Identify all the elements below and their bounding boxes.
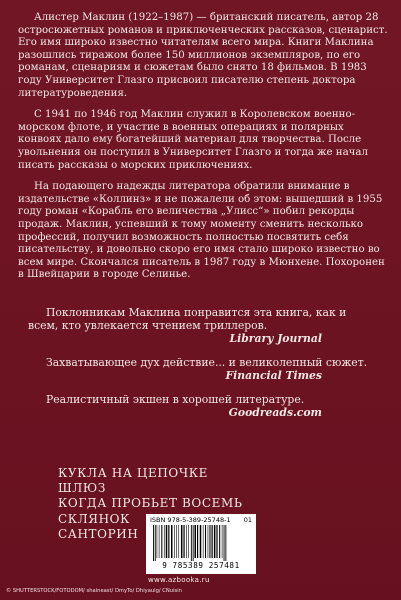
review-text: Реалистичный экшен в хорошей литературе. <box>46 393 305 406</box>
barcode-bar <box>181 525 183 558</box>
publisher-website: www.azbooka.ru <box>148 576 210 584</box>
barcode-bar <box>176 525 177 558</box>
barcode-bar <box>168 525 169 558</box>
barcode-bar <box>186 525 187 558</box>
barcode-bar <box>191 525 192 561</box>
barcode-bar <box>166 525 168 558</box>
barcode-bar <box>171 525 173 558</box>
image-credits: © SHUTTERSTOCK/FOTODOM/ shaineast/ DmyTo/ Dhiyaulg/ CNuisin <box>6 588 182 594</box>
review-text: Поклонникам Маклина понравится эта книга, как и всем, кто увлекается чтением триллеров. <box>28 306 347 332</box>
title-item: ШЛЮЗ <box>58 481 106 496</box>
barcode-bar <box>153 525 154 561</box>
barcode-bar <box>155 525 156 561</box>
isbn-label: ISBN 978-5-389-25748-1 <box>150 516 231 524</box>
barcode-bar <box>209 525 210 558</box>
title-item: КОГДА ПРОБЬЕТ ВОСЕМЬ СКЛЯНОК <box>58 496 243 526</box>
barcode-bar <box>164 525 165 558</box>
review-3 <box>28 393 370 419</box>
review-source: Library Journal <box>229 332 322 345</box>
barcode-bar <box>197 525 198 558</box>
barcode-bar <box>174 525 175 558</box>
bio-paragraph-2: С 1941 по 1946 год Маклин служил в Королевском военно-морском флоте, и участие в военных операциях и полярных конвоях дало ему богатейший материал для творчества. После увольнения он поступил в Университет Глазго и тогда же начал писать рассказы о морских приключениях. <box>18 109 368 171</box>
review-2 <box>28 356 370 382</box>
reviews-section <box>28 306 370 430</box>
barcode-bar <box>178 525 179 558</box>
barcode-bar <box>203 525 204 558</box>
barcode-bar <box>200 525 202 558</box>
barcode-bar <box>193 525 194 561</box>
barcode-bar <box>214 525 216 558</box>
barcode-bar <box>161 525 162 558</box>
barcode-bar <box>205 525 206 558</box>
barcode-bar <box>225 525 226 561</box>
barcode-bar <box>224 525 225 561</box>
barcode-bar <box>188 525 189 558</box>
barcode-bar <box>195 525 197 558</box>
barcode-panel <box>146 514 256 574</box>
barcode-bar <box>212 525 213 558</box>
review-source: Goodreads.com <box>228 406 322 419</box>
review-text: Захватывающее дух действие... и великолепный сюжет. <box>46 356 368 369</box>
barcode-bar <box>216 525 217 558</box>
barcode-image <box>152 525 250 561</box>
bio-paragraph-1: Алистер Маклин (1922–1987) — британский писатель, автор 28 остросюжетных романов и приключенческих рассказов, сценарист. Его имя широко известно читателям всего мира. Книги Маклина разошлись тиражом более 150 миллионов экземпляров, по его романам, сценариям и сюжетам было снято 18 фильмов. В 1983 году Университет Глазго присвоил писателю степень доктора литературоведения. <box>18 12 388 99</box>
barcode-bar <box>159 525 160 558</box>
barcode-bar <box>157 525 158 558</box>
barcode-bar <box>219 525 220 558</box>
review-source: Financial Times <box>225 369 322 382</box>
title-item: САНТОРИН <box>58 526 139 541</box>
title-item: КУКЛА НА ЦЕПОЧКЕ <box>58 466 208 480</box>
barcode-bar <box>208 525 209 558</box>
issue-number: 01 <box>243 516 252 524</box>
bio-paragraph-3: На подающего надежды литератора обратили внимание в издательстве «Коллинз» и не пожалели об этом: вышедший в 1955 году роман «Корабль его величества „Улисс“» побил рекорды продаж. Маклин, успевший к тому моменту сменить несколько профессий, получил возможность полностью посвятить себя писательству, и довольно скоро его имя стало широко известно во всем мире. Скончался писатель в 1987 году в Мюнхене. Похоронен в Швейцарии в городе Селинье. <box>18 181 385 281</box>
barcode-bar <box>183 525 184 558</box>
review-1 <box>28 306 370 345</box>
barcode-bar <box>222 525 223 558</box>
author-biography <box>18 12 388 291</box>
barcode-digits: 9 785389 257481 <box>162 561 240 570</box>
